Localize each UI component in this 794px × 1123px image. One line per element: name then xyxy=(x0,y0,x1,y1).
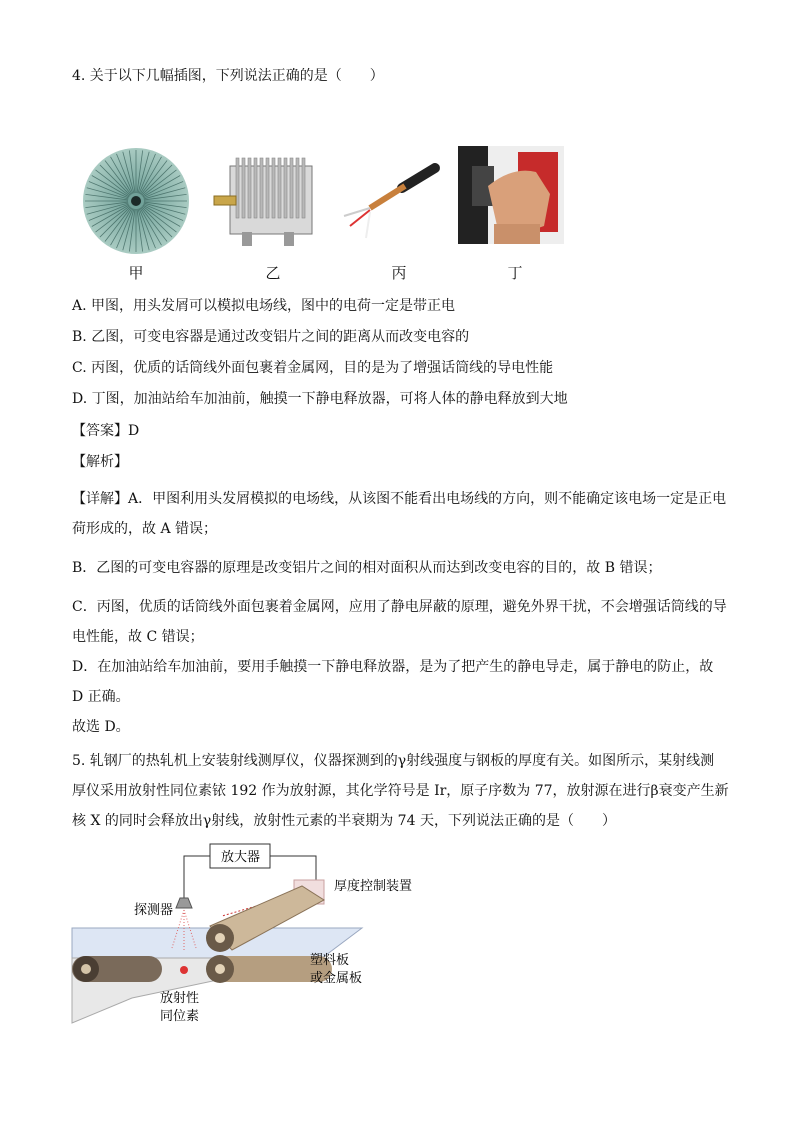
detail-line: D．在加油站给车加油前，要用手触摸一下静电释放器，是为了把产生的静电导走，属于静电的防止，故 xyxy=(72,659,714,675)
question-5-line: 核 X 的同时会释放出γ射线，放射性元素的半衰期为 74 天，下列说法正确的是（ ） xyxy=(72,813,616,829)
figure-label-ding: 丁 xyxy=(507,264,523,282)
detector-label: 探测器 xyxy=(134,903,174,918)
question-4-title: 4. 关于以下几幅插图，下列说法正确的是（ ） xyxy=(72,68,384,84)
source-label-line2: 同位素 xyxy=(160,1009,200,1024)
question-4-figures xyxy=(72,146,572,286)
shielded-cable-figure xyxy=(340,146,450,256)
question-5-line: 厚仪采用放射性同位素铱 192 作为放射源，其化学符号是 Ir，原子序数为 77，放射源在进行β衰变产生新 xyxy=(72,783,729,799)
option-a: A. 甲图，用头发屑可以模拟电场线，图中的电荷一定是带正电 xyxy=(72,298,456,314)
figure-label-jia: 甲 xyxy=(128,264,144,282)
thickness-control-label: 厚度控制装置 xyxy=(334,879,413,894)
detail-line: C．丙图，优质的话筒线外面包裹着金属网，应用了静电屏蔽的原理，避免外界干扰，不会增强话筒线的导 xyxy=(72,599,727,615)
detail-line: D 正确。 xyxy=(72,689,130,705)
detail-line: B．乙图的可变电容器的原理是改变铝片之间的相对面积从而达到改变电容的目的，故 B 错误； xyxy=(72,560,662,576)
thickness-gauge-figure xyxy=(72,838,413,1028)
answer: 【答案】D xyxy=(72,423,140,439)
plate-label-line2: 或金属板 xyxy=(310,971,363,986)
option-c: C. 丙图，优质的话筒线外面包裹着金属网，目的是为了增强话筒线的导电性能 xyxy=(72,360,554,376)
amplifier-label: 放大器 xyxy=(221,850,261,865)
analysis-tag: 【解析】 xyxy=(72,454,128,470)
electric-field-lines-figure xyxy=(74,146,198,256)
detail-line: 电性能，故 C 错误； xyxy=(72,629,204,645)
detail-line: 故选 D。 xyxy=(72,719,130,735)
static-discharge-figure xyxy=(458,146,564,244)
detail-line: 【详解】A．甲图利用头发屑模拟的电场线，从该图不能看出电场线的方向，则不能确定该电场一定是正电 xyxy=(72,491,727,507)
variable-capacitor-figure xyxy=(212,146,322,256)
option-b: B. 乙图，可变电容器是通过改变铝片之间的距离从而改变电容的 xyxy=(72,329,470,345)
detail-line: 荷形成的，故 A 错误； xyxy=(72,521,218,537)
source-label-line1: 放射性 xyxy=(160,991,200,1006)
option-d: D. 丁图，加油站给车加油前，触摸一下静电释放器，可将人体的静电释放到大地 xyxy=(72,391,568,407)
plate-label-line1: 塑料板 xyxy=(310,953,350,968)
question-5-line: 5. 轧钢厂的热轧机上安装射线测厚仪，仪器探测到的γ射线强度与钢板的厚度有关。如图所示，某射线测 xyxy=(72,753,715,769)
figure-label-bing: 丙 xyxy=(391,264,407,282)
figure-label-yi: 乙 xyxy=(265,264,281,282)
